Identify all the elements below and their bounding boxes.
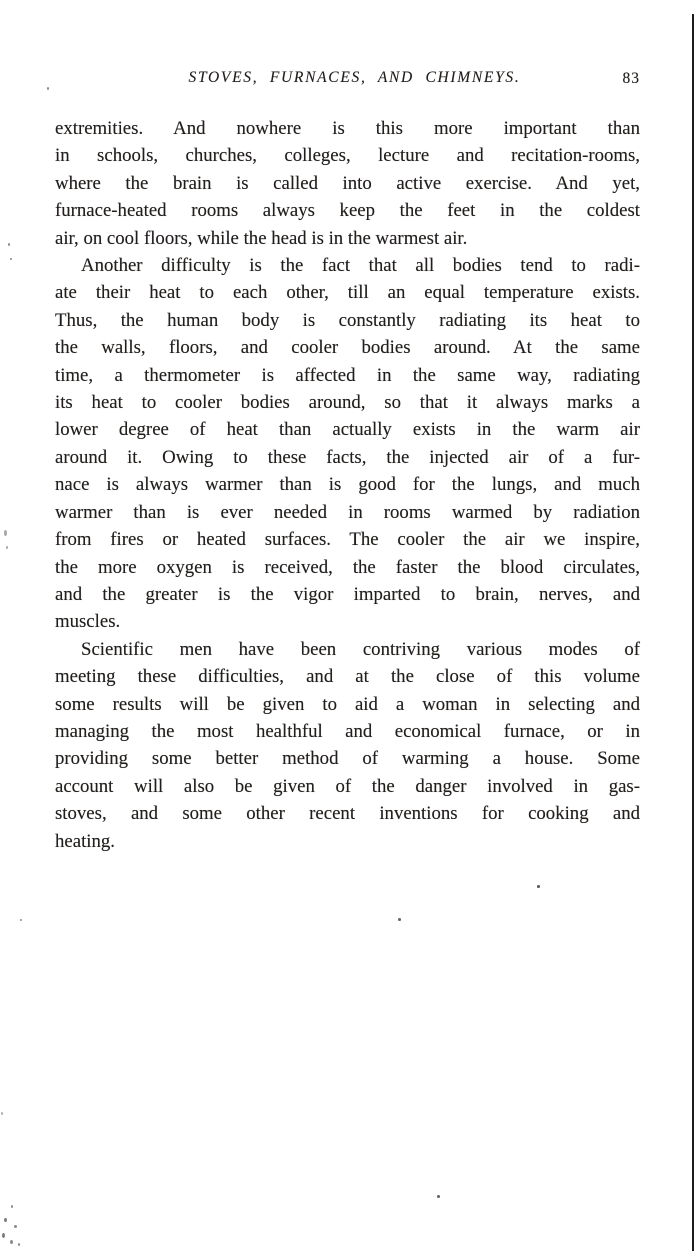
scan-edge-line <box>692 14 694 1251</box>
text-line: lower degree of heat than actually exists in the warm air <box>55 419 640 441</box>
text-line: air, on cool floors, while the head is in the warmest air. <box>55 227 468 249</box>
text-line: the walls, floors, and cooler bodies around. At the same <box>55 337 640 359</box>
text-line: where the brain is called into active exercise. And yet, <box>55 172 640 194</box>
text-line: providing some better method of warming a house. Some <box>55 748 640 770</box>
text-line: extremities. And nowhere is this more important than <box>55 118 640 139</box>
scan-speck <box>437 1195 440 1198</box>
page-header <box>55 69 640 93</box>
scan-speck <box>8 243 10 246</box>
text-line: from fires or heated surfaces. The cooler the air we inspire, <box>55 529 640 551</box>
text-line: managing the most healthful and economical furnace, or in <box>55 720 640 742</box>
text-line: its heat to cooler bodies around, so that it always marks a <box>55 392 640 414</box>
text-line: warmer than is ever needed in rooms warmed by radiation <box>55 501 640 523</box>
text-line: ate their heat to each other, till an equal temperature exists. <box>55 282 640 304</box>
text-line: around it. Owing to these facts, the injected air of a fur- <box>55 446 640 468</box>
text-line: muscles. <box>55 611 121 633</box>
body-text <box>55 115 640 855</box>
scan-speck <box>11 1205 13 1208</box>
text-line: Scientific men have been contriving various modes of <box>81 638 640 660</box>
text-line: stoves, and some other recent inventions for cooking and <box>55 803 640 825</box>
scan-speck <box>2 1233 5 1238</box>
scan-speck <box>4 530 7 536</box>
text-line: the more oxygen is received, the faster the blood circulates, <box>55 556 640 578</box>
text-line: some results will be given to aid a woman in selecting and <box>55 693 640 715</box>
scan-speck <box>1 1112 3 1115</box>
scan-speck <box>10 1240 13 1244</box>
scan-speck <box>47 87 49 90</box>
text-line: nace is always warmer than is good for the lungs, and much <box>55 474 640 496</box>
text-line: and the greater is the vigor imparted to brain, nerves, and <box>55 583 640 605</box>
text-line: time, a thermometer is affected in the same way, radiating <box>55 364 640 386</box>
scan-speck <box>18 1243 20 1246</box>
scan-speck <box>20 919 22 921</box>
scan-speck <box>4 1218 7 1222</box>
scan-speck <box>6 546 8 549</box>
running-head: STOVES, FURNACES, AND CHIMNEYS. <box>188 69 521 86</box>
text-line: meeting these difficulties, and at the close of this volume <box>55 666 640 688</box>
text-line: furnace-heated rooms always keep the feet in the coldest <box>55 200 640 222</box>
text-line: Another difficulty is the fact that all bodies tend to radi- <box>81 255 640 277</box>
text-line: heating. <box>55 830 115 852</box>
text-line: Thus, the human body is constantly radiating its heat to <box>55 309 640 331</box>
text-line: in schools, churches, colleges, lecture and recitation-rooms, <box>55 145 640 167</box>
scan-speck <box>398 918 401 921</box>
scan-speck <box>14 1225 17 1228</box>
scan-speck <box>537 885 540 888</box>
page-number: 83 <box>622 70 640 87</box>
text-line: account will also be given of the danger involved in gas- <box>55 775 640 797</box>
scan-speck <box>10 258 12 260</box>
